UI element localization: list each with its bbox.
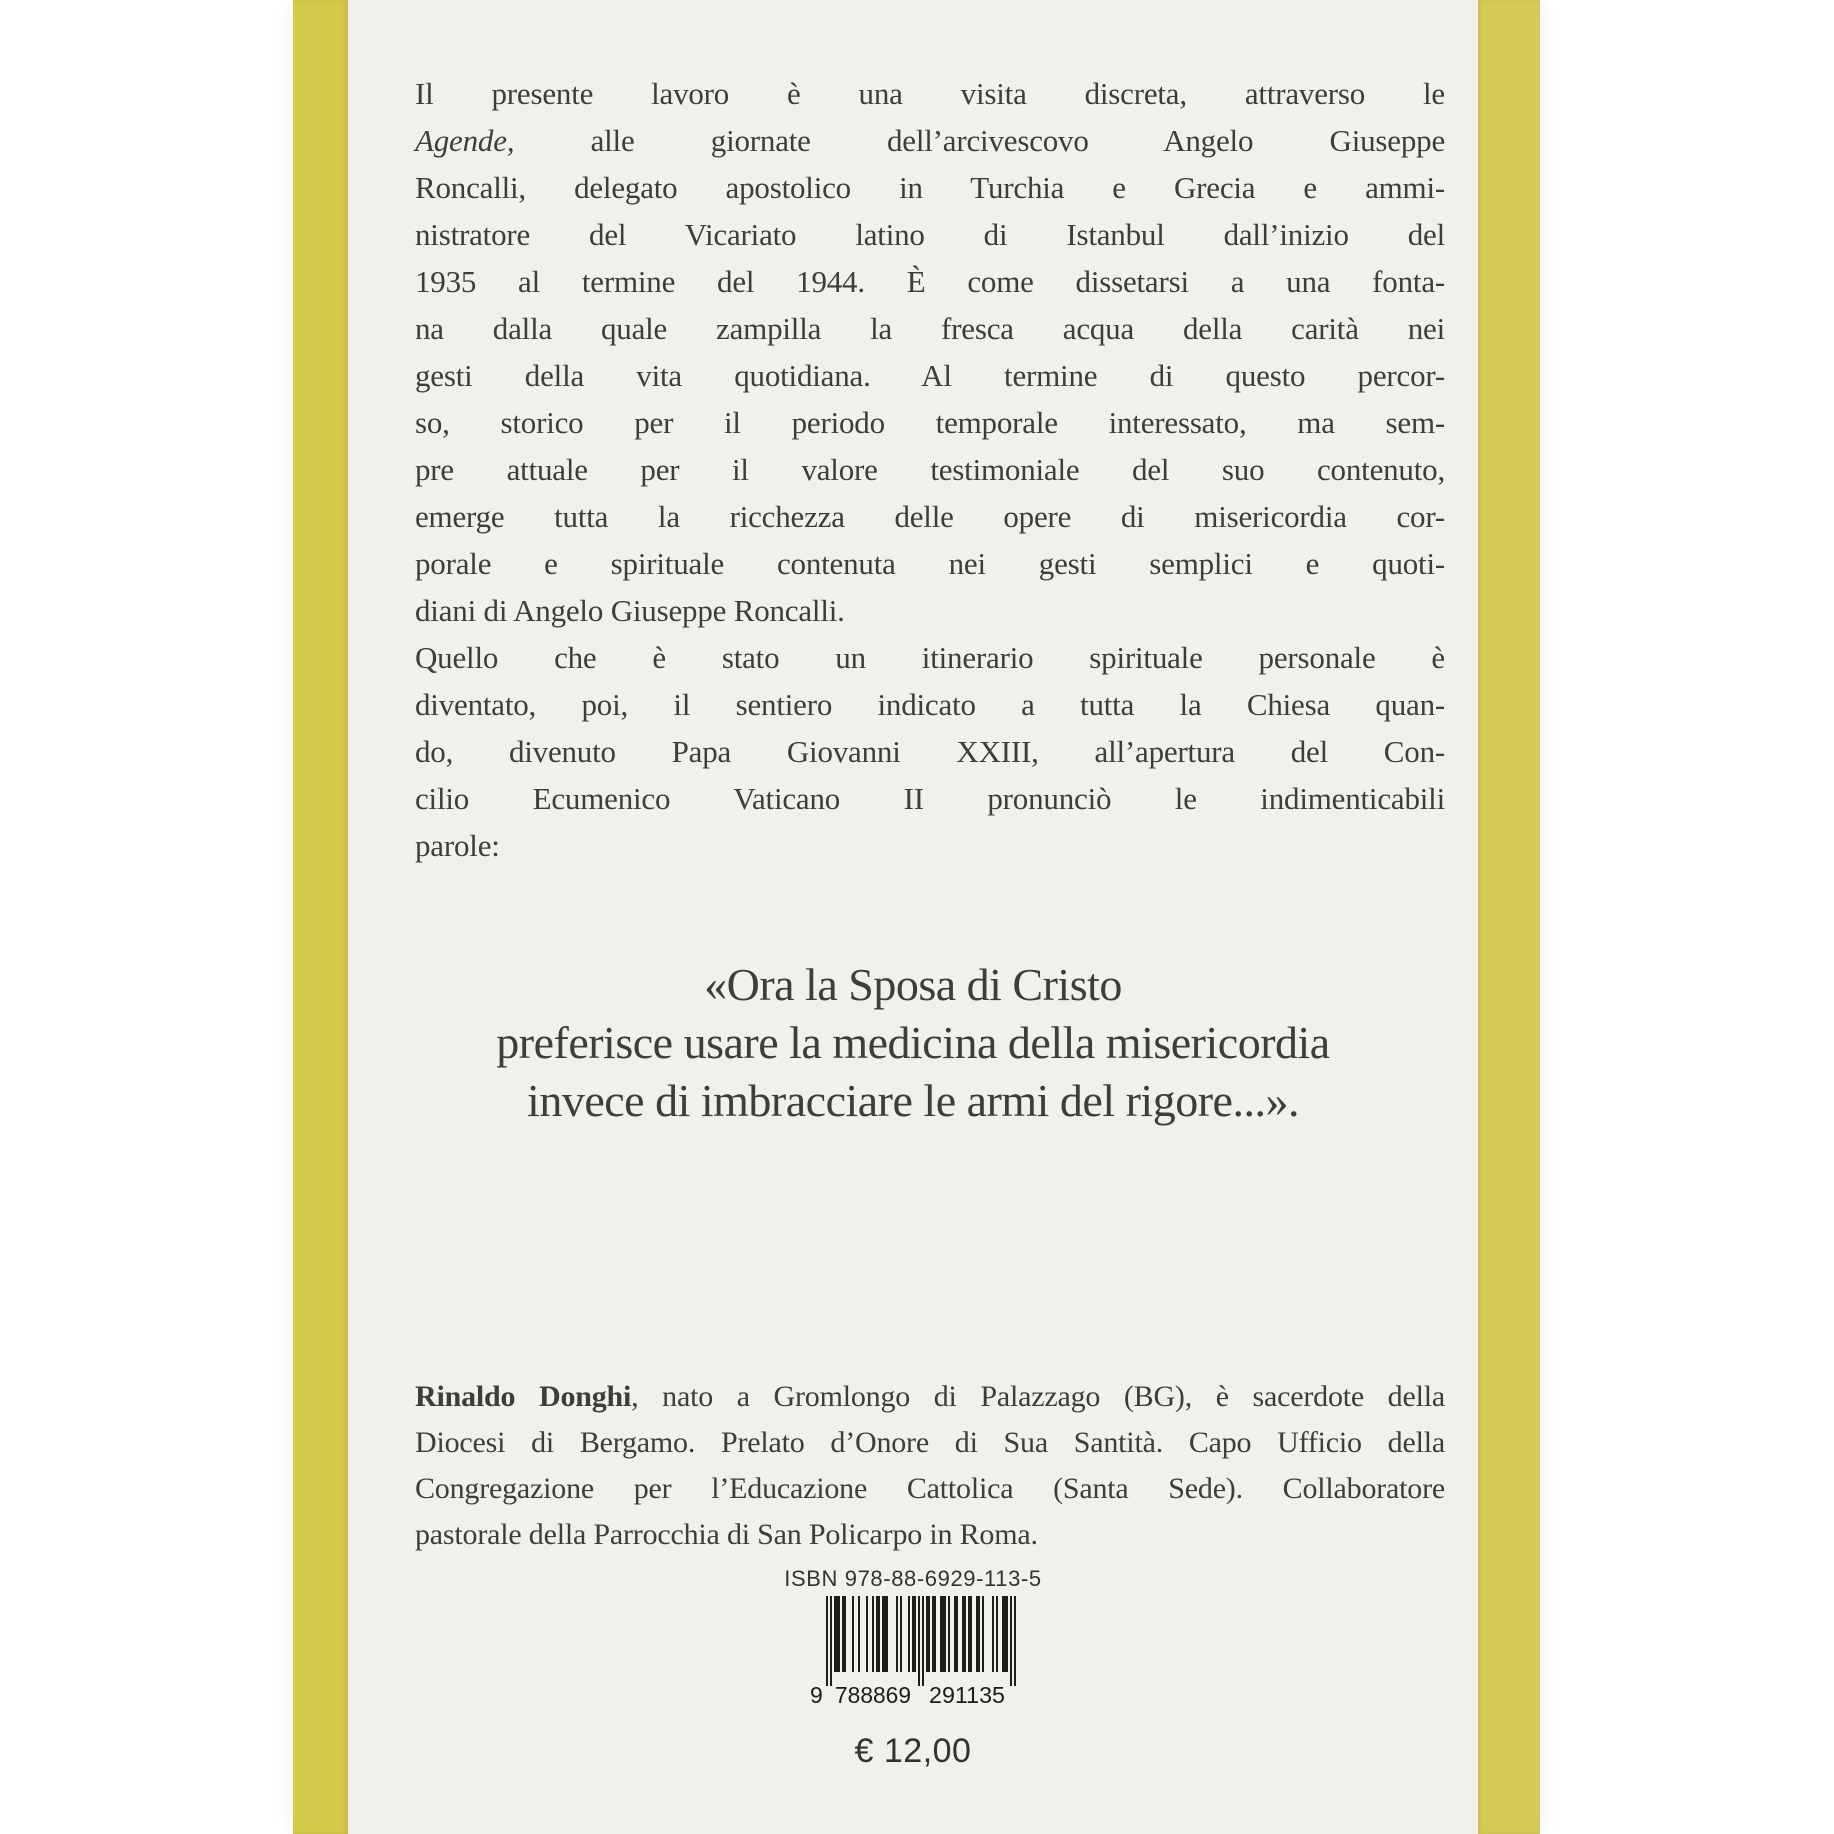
bio-line: [415, 1420, 1445, 1466]
price-text: € 12,00: [854, 1732, 972, 1770]
synopsis-line: [415, 70, 1445, 117]
synopsis-paragraph-1: [415, 70, 1445, 634]
book-back-cover: [293, 0, 1540, 1834]
synopsis-line-text: pre attuale per il valore testimoniale del suo contenuto,: [415, 452, 1445, 487]
synopsis-line-text: porale e spirituale contenuta nei gesti semplici e quoti-: [415, 546, 1445, 581]
synopsis-line-text: na dalla quale zampilla la fresca acqua della carità nei: [415, 311, 1445, 346]
synopsis-line-text: 1935 al termine del 1944. È come dissetarsi a una fonta-: [415, 264, 1445, 299]
synopsis-line: [415, 117, 1445, 164]
synopsis-line-text: Il presente lavoro è una visita discreta, attraverso le: [415, 76, 1445, 111]
synopsis-line: [415, 822, 1445, 869]
bio-line: [415, 1374, 1445, 1420]
cover-left-border: [293, 0, 348, 1834]
synopsis-line-text: cilio Ecumenico Vaticano II pronunciò le indimenticabili: [415, 781, 1445, 816]
synopsis-line: [415, 493, 1445, 540]
pope-quote: [348, 956, 1478, 1130]
synopsis-line-text: parole:: [415, 828, 500, 863]
svg-text:291135: 291135: [929, 1682, 1005, 1708]
synopsis-line: [415, 681, 1445, 728]
synopsis-line-text: nistratore del Vicariato latino di Istanbul dall’inizio del: [415, 217, 1445, 252]
synopsis-line-text: emerge tutta la ricchezza delle opere di misericordia cor-: [415, 499, 1445, 534]
synopsis-line-text: so, storico per il periodo temporale interessato, ma sem-: [415, 405, 1445, 440]
bio-line: [415, 1512, 1445, 1558]
synopsis-line-text: diventato, poi, il sentiero indicato a tutta la Chiesa quan-: [415, 687, 1445, 722]
bio-line: [415, 1466, 1445, 1512]
quote-line-text: preferisce usare la medicina della misericordia: [496, 1017, 1330, 1068]
synopsis-line: [415, 634, 1445, 681]
cover-paper: [348, 0, 1478, 1834]
author-bio: [415, 1374, 1445, 1558]
svg-text:788869: 788869: [835, 1682, 911, 1708]
synopsis-line-text: Agende,: [415, 123, 515, 158]
ean13-barcode: [348, 1596, 1478, 1710]
quote-line-text: «Ora la Sposa di Cristo: [704, 959, 1122, 1010]
isbn-text: ISBN 978-88-6929-113-5: [784, 1566, 1042, 1591]
synopsis-line-text: Quello che è stato un itinerario spirituale personale è: [415, 640, 1445, 675]
synopsis-block: [415, 70, 1445, 869]
quote-line: [348, 1014, 1478, 1072]
synopsis-line-text: do, divenuto Papa Giovanni XXIII, all’apertura del Con-: [415, 734, 1445, 769]
cover-right-border: [1478, 0, 1540, 1834]
synopsis-paragraph-2: [415, 634, 1445, 869]
synopsis-line: [415, 305, 1445, 352]
bio-line-text: , nato a Gromlongo di Palazzago (BG), è sacerdote della: [631, 1380, 1445, 1413]
synopsis-line: [415, 775, 1445, 822]
synopsis-line-text: alle giornate dell’arcivescovo Angelo Giuseppe: [514, 123, 1445, 158]
bio-line-text: Congregazione per l’Educazione Cattolica (Santa Sede). Collaboratore: [415, 1472, 1445, 1505]
synopsis-line-text: Roncalli, delegato apostolico in Turchia e Grecia e ammi-: [415, 170, 1445, 205]
isbn-price-block: [348, 1566, 1478, 1771]
synopsis-line: [415, 399, 1445, 446]
synopsis-line-text: diani di Angelo Giuseppe Roncalli.: [415, 593, 845, 628]
synopsis-line-text: gesti della vita quotidiana. Al termine di questo percor-: [415, 358, 1445, 393]
synopsis-line: [415, 587, 1445, 634]
synopsis-line: [415, 164, 1445, 211]
synopsis-line: [415, 540, 1445, 587]
synopsis-line: [415, 258, 1445, 305]
synopsis-line: [415, 352, 1445, 399]
bio-line-text: Diocesi di Bergamo. Prelato d’Onore di Sua Santità. Capo Ufficio della: [415, 1426, 1445, 1459]
quote-line: [348, 956, 1478, 1014]
quote-line: [348, 1072, 1478, 1130]
bio-line-text: pastorale della Parrocchia di San Policarpo in Roma.: [415, 1518, 1038, 1551]
svg-text:9: 9: [810, 1682, 823, 1708]
bio-line-text: Rinaldo Donghi: [415, 1380, 632, 1413]
quote-line-text: invece di imbracciare le armi del rigore...».: [527, 1075, 1299, 1126]
synopsis-line: [415, 211, 1445, 258]
synopsis-line: [415, 446, 1445, 493]
synopsis-line: [415, 728, 1445, 775]
